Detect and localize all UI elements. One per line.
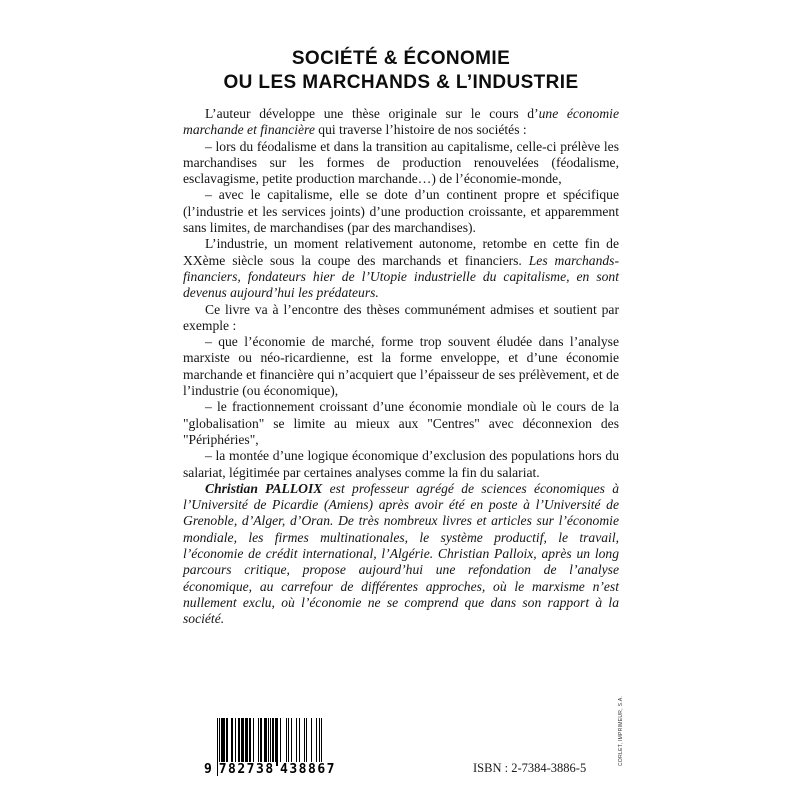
- book-title-line2: OU LES MARCHANDS & L’INDUSTRIE: [223, 72, 579, 93]
- blurb-paragraph: [183, 302, 619, 335]
- text-run: – avec le capitalisme, elle se dote d’un continent propre et spécifique (l’industrie et les services joints) d’une production croissante, et apparemment sans limites, de marchandises (par des marchandises).: [183, 187, 619, 236]
- ean13-barcode: [204, 718, 336, 778]
- text-run: – que l’économie de marché, forme trop souvent éludée dans l’analyse marxiste ou néo-ricardienne, est la forme enveloppe, et d’une économie marchande et financière qui n’acquiert que l’épaisseur de ses prélèvement, et de l’industrie (ou économique),: [183, 334, 619, 399]
- text-run: Christian PALLOIX: [205, 480, 323, 496]
- blurb-paragraph: [183, 187, 619, 236]
- text-run: est professeur agrégé de sciences économiques à l’Université de Picardie (Amiens) après avoir été en poste à l’Université de Grenoble, d’Alger, d’Oran. De très nombreux livres et articles sur l’économie mondiale, les firmes multinationales, le système productif, le travail, l’économie de crédit international, l’Algérie. Christian Palloix, après un long parcours critique, propose aujourd’hui une refondation de l’analyse économique, au carrefour de différentes approches, où le marxisme n’est nullement exclu, où l’économie ne se comprend que dans son rapport à la société.: [183, 480, 620, 627]
- printer-imprint: CORLET, IMPRIMEUR, S.A.: [618, 695, 624, 766]
- barcode-digit-group: 438867: [280, 762, 336, 777]
- blurb-paragraph: [183, 106, 619, 139]
- text-run: une économie marchande et financière: [183, 106, 619, 138]
- barcode-digit-group: 782738: [218, 762, 275, 777]
- barcode-digit-group: 9: [204, 762, 214, 777]
- text-run: Ce livre va à l’encontre des thèses communément admises et soutient par exemple :: [183, 301, 619, 333]
- text-run: Les marchands-financiers, fondateurs hier de l’Utopie industrielle du capitalisme, en sont devenus aujourd’hui les prédateurs.: [183, 252, 619, 301]
- text-run: – lors du féodalisme et dans la transition au capitalisme, celle-ci prélève les marchandises sur les formes de production renouvelées (féodalisme, esclavagisme, petite production marchande…) de l’économie-monde,: [183, 138, 619, 187]
- text-run: L’industrie, un moment relativement autonome, retombe en cette fin de XXème siècle sous la coupe des marchands et financiers.: [183, 236, 619, 268]
- book-title-line1: SOCIÉTÉ & ÉCONOMIE: [291, 48, 511, 69]
- text-run: L’auteur développe une thèse originale sur le cours d’: [205, 106, 539, 121]
- blurb-paragraph: [183, 448, 619, 481]
- book-title: [183, 47, 619, 95]
- author-bio: [183, 481, 619, 628]
- text-run: – le fractionnement croissant d’une économie mondiale où le cours de la "globalisation" se limite au mieux aux "Centres" avec déconnexion des "Périphéries",: [183, 399, 619, 447]
- blurb-paragraph: [183, 236, 619, 301]
- blurb-paragraph: [183, 139, 619, 188]
- text-run: qui traverse l’histoire de nos sociétés :: [314, 122, 527, 138]
- isbn-label: ISBN : 2-7384-3886-5: [473, 761, 587, 775]
- blurb-paragraphs: [183, 106, 619, 481]
- text-run: – la montée d’une logique économique d’exclusion des populations hors du salariat, légitimée par certaines analyses comme la fin du salariat.: [183, 448, 619, 480]
- blurb-paragraph: [183, 334, 619, 399]
- blurb-text: [183, 106, 619, 628]
- blurb-paragraph: [183, 399, 619, 448]
- barcode-digits: [203, 762, 337, 777]
